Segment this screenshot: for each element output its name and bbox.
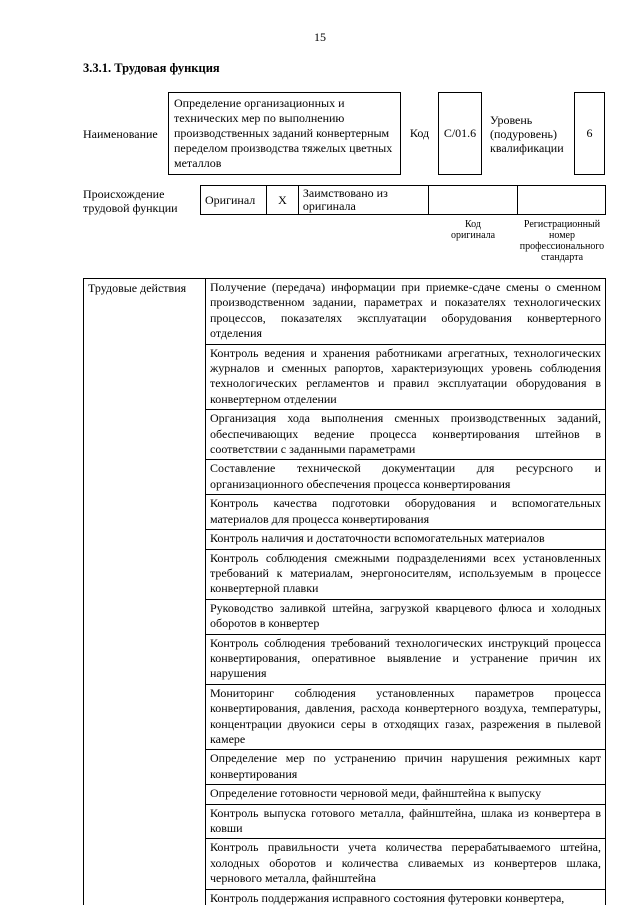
action-item: Контроль соблюдения требований технологических инструкций процесса конвертирования, оперативное выявление и устранение причин их нарушения [206,635,605,685]
labor-actions-table [83,278,606,905]
action-item: Контроль соблюдения смежными подразделениями всех установленных требований к материалам, энергоносителям, используемым в процессе конвертерной плавки [206,550,605,600]
origin-borrowed-label: Заимствовано из оригинала [298,186,428,215]
actions-list [206,279,605,905]
origin-block [83,185,606,215]
origin-code-cell [428,186,518,215]
code-original-caption-text: Код оригинала [450,219,496,241]
code-label: Код [409,126,430,140]
action-item: Составление технической документации для ресурсного и организационного обеспечения процесса конвертирования [206,460,605,495]
page-number: 15 [314,30,326,44]
action-item: Определение готовности черновой меди, файнштейна к выпуску [206,785,605,804]
origin-label: Происхождение трудовой функции [83,187,178,215]
origin-table [200,185,606,215]
section-heading: 3.3.1. Трудовая функция [83,61,220,75]
origin-captions [83,219,606,271]
action-item: Контроль качества подготовки оборудования и вспомогательных материалов для процесса конвертирования [206,495,605,530]
code-original-caption [428,219,518,241]
origin-original-label: Оригинал [201,186,267,215]
action-item: Получение (передача) информации при приемке-сдаче смены о сменном производственном задании, параметрах и показателях технологических процессов, показателях эксплуатации оборудования конвертерного отделения [206,279,605,345]
action-item: Контроль правильности учета количества перерабатываемого штейна, холодных оборотов и количества сливаемых из конвертеров шлака, чернового металла, файнштейна [206,839,605,889]
origin-reg-cell [518,186,606,215]
action-item: Мониторинг соблюдения установленных параметров процесса конвертирования, давления, расхода конвертерного воздуха, температуры, концентрации двуокиси серы в отходящих газах, разрежения в пылевой камере [206,685,605,751]
name-label: Наименование [83,126,158,141]
registration-number-caption: Регистрационный номер профессионального стандарта [519,219,605,263]
origin-original-mark: X [266,186,298,215]
function-name-value: Определение организационных и технических мер по выполнению производственных заданий конвертерным переделом производства тяжелых цветных металлов [168,92,401,175]
action-item: Определение мер по устранению причин нарушения режимных карт конвертирования [206,750,605,785]
action-item: Контроль ведения и хранения работниками агрегатных, технологических журналов и сменных рапортов, характеризующих уровень соблюдения технологических регламентов и правил эксплуатации оборудования в конвертерном отделении [206,345,605,411]
qualification-level-label: Уровень (подуровень) квалификации [490,112,564,155]
function-code-value: С/01.6 [438,92,482,175]
action-item: Организация хода выполнения сменных производственных заданий, обеспечивающих ведение процесса конвертирования штейнов в соответствии с заданными параметрами [206,410,605,460]
function-header [83,92,606,175]
labor-actions-label: Трудовые действия [84,279,206,905]
action-item: Руководство заливкой штейна, загрузкой кварцевого флюса и холодных оборотов в конвертер [206,600,605,635]
action-item: Контроль выпуска готового металла, файнштейна, шлака из конвертера в ковши [206,805,605,840]
action-item: Контроль наличия и достаточности вспомогательных материалов [206,530,605,549]
action-item: Контроль поддержания исправного состояния футеровки конвертера, [210,890,565,905]
qualification-level-value: 6 [574,92,605,175]
